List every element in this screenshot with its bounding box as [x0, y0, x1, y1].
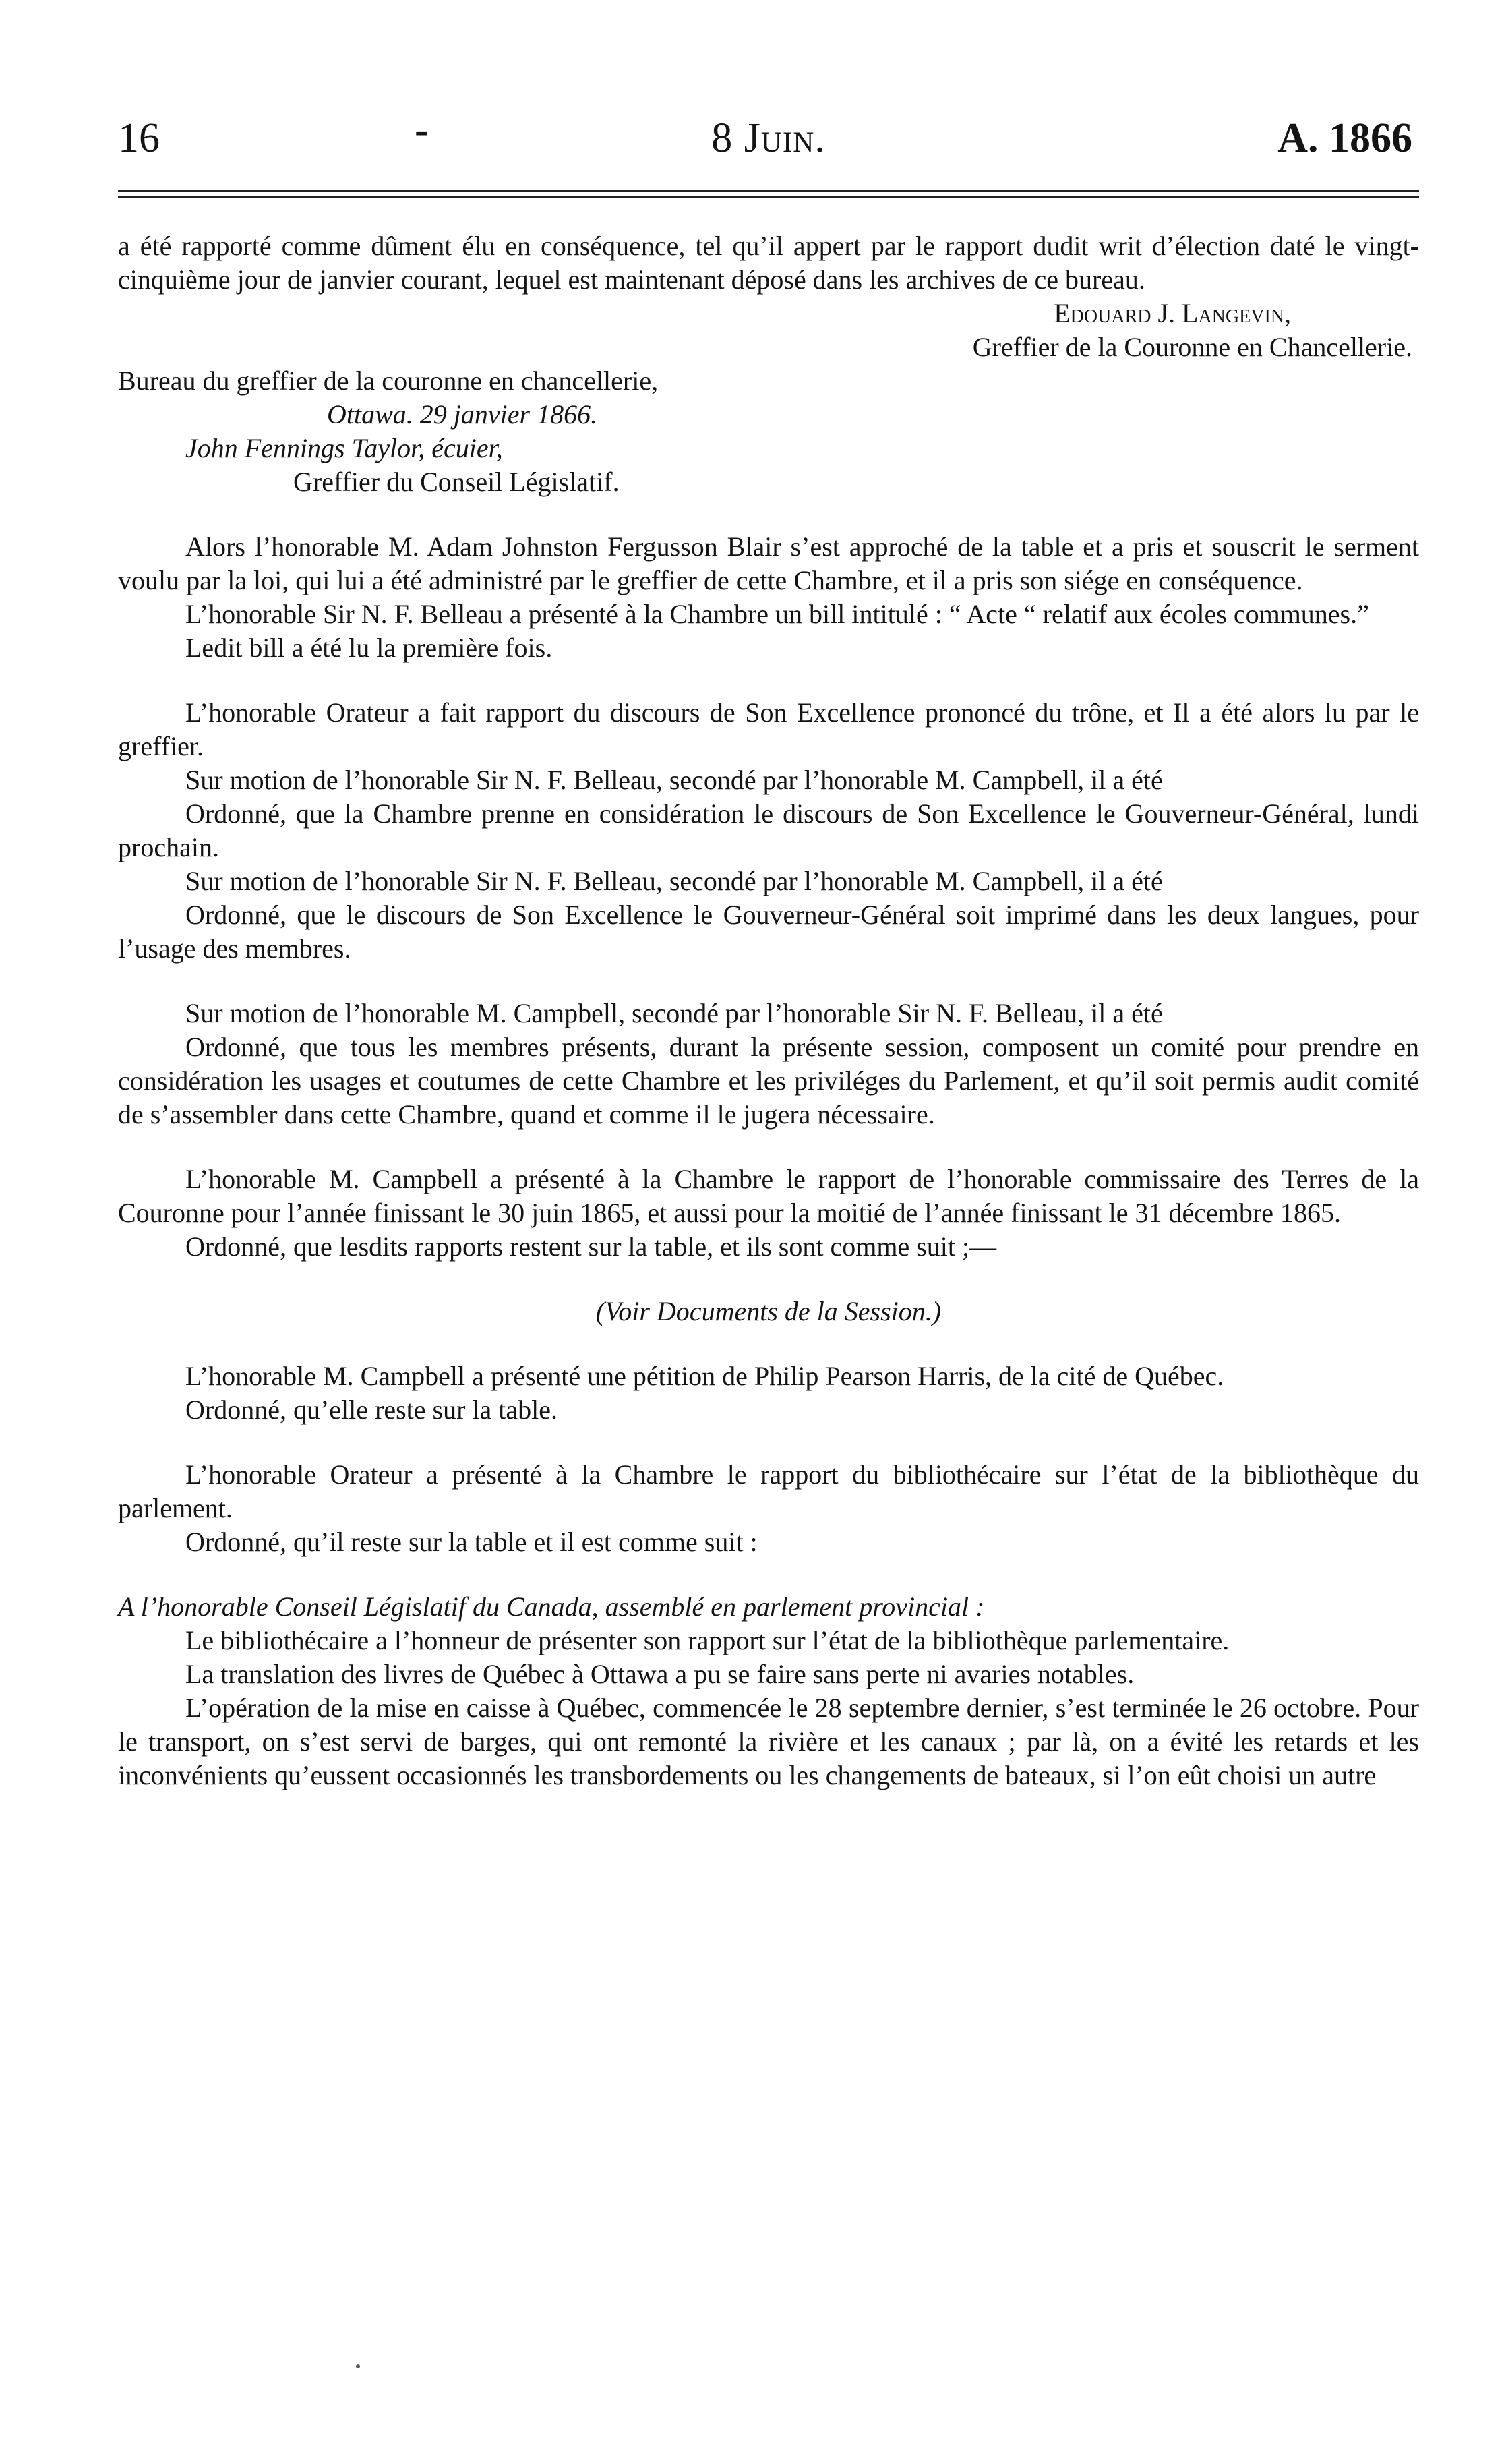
paragraph: Ledit bill a été lu la première fois.	[185, 633, 553, 663]
place-date-line: Ottawa. 29 janvier 1866.	[327, 399, 598, 430]
print-speck	[356, 2364, 360, 2368]
paragraph: L’honorable Sir N. F. Belleau a présenté à la Chambre un bill intitulé : “ Acte “ relatif aux écoles communes.”	[185, 599, 1369, 629]
paragraph: L’honorable M. Campbell a présenté une pétition de Philip Pearson Harris, de la cité de Québec.	[185, 1361, 1224, 1391]
paragraph: Ordonné, que le discours de Son Excellence le Gouverneur-Général soit imprimé dans les deux langues, pour l’usage des membres.	[118, 900, 1419, 964]
signature-title: Greffier de la Couronne en Chancellerie.	[972, 332, 1412, 362]
paragraph: Sur motion de l’honorable M. Campbell, secondé par l’honorable Sir N. F. Belleau, il a été	[185, 998, 1163, 1028]
documents-reference: (Voir Documents de la Session.)	[595, 1296, 942, 1326]
paragraph: L’opération de la mise en caisse à Québec, commencée le 28 septembre dernier, s’est terminée le 26 octobre. Pour le transport, on s’est servi de barges, qui ont remonté la rivière et les canaux ; par là, on a évité les retards et les inconvénients qu’eussent occasionnés les transbordements ou les changements de bateaux, si l’on eût choisi un autre	[118, 1693, 1419, 1790]
header-date: 8 Juin.	[711, 115, 826, 161]
page-body	[118, 229, 1419, 1792]
paragraph: L’honorable Orateur a fait rapport du discours de Son Excellence prononcé du trône, et Il a été alors lu par le greffier.	[118, 697, 1419, 761]
paragraph: Ordonné, qu’elle reste sur la table.	[185, 1395, 558, 1425]
paragraph: Ordonné, que tous les membres présents, durant la présente session, composent un comité pour prendre en considération les usages et coutumes de cette Chambre et les priviléges du Parlement, et qu’il soit permis audit comité de s’assembler dans cette Chambre, quand et comme il le jugera nécessaire.	[118, 1032, 1419, 1130]
addressee-title: Greffier du Conseil Législatif.	[293, 467, 620, 497]
paragraph: La translation des livres de Québec à Ottawa a pu se faire sans perte ni avaries notables.	[185, 1659, 1135, 1689]
header-year: A. 1866	[1277, 115, 1412, 161]
paragraph: Sur motion de l’honorable Sir N. F. Belleau, secondé par l’honorable M. Campbell, il a été	[185, 765, 1163, 795]
page-number: 16	[118, 115, 160, 161]
paragraph: Alors l’honorable M. Adam Johnston Fergusson Blair s’est approché de la table et a pris et souscrit le serment voulu par la loi, qui lui a été administré par le greffier de cette Chambre, et il a pris son siége en conséquence.	[118, 531, 1419, 595]
paragraph: Ordonné, que la Chambre prenne en considération le discours de Son Excellence le Gouverneur-Général, lundi prochain.	[118, 798, 1419, 862]
header-mark: -	[415, 107, 429, 153]
report-salutation: A l’honorable Conseil Législatif du Canada, assemblé en parlement provincial :	[118, 1591, 985, 1622]
header-rule-top	[118, 190, 1419, 192]
paragraph: Sur motion de l’honorable Sir N. F. Belleau, secondé par l’honorable M. Campbell, il a été	[185, 866, 1163, 896]
paragraph: Le bibliothécaire a l’honneur de présenter son rapport sur l’état de la bibliothèque parlementaire.	[185, 1625, 1230, 1655]
paragraph: L’honorable M. Campbell a présenté à la Chambre le rapport de l’honorable commissaire des Terres de la Couronne pour l’année finissant le 30 juin 1865, et aussi pour la moitié de l’année finissant le 31 décembre 1865.	[118, 1164, 1419, 1228]
header-rule-bottom	[118, 196, 1419, 198]
address-line: Bureau du greffier de la couronne en chancellerie,	[118, 365, 659, 396]
paragraph: L’honorable Orateur a présenté à la Chambre le rapport du bibliothécaire sur l’état de la bibliothèque du parlement.	[118, 1459, 1419, 1523]
signature-name: Edouard J. Langevin,	[1054, 298, 1291, 328]
paragraph: Ordonné, qu’il reste sur la table et il est comme suit :	[185, 1527, 758, 1557]
paragraph: a été rapporté comme dûment élu en conséquence, tel qu’il appert par le rapport dudit writ d’élection daté le vingt-cinquième jour de janvier courant, lequel est maintenant déposé dans les archives de ce bureau.	[118, 231, 1419, 295]
running-header	[118, 101, 1419, 169]
addressee-name: John Fennings Taylor, écuier,	[185, 433, 503, 463]
paragraph: Ordonné, que lesdits rapports restent sur la table, et ils sont comme suit ;—	[185, 1231, 997, 1262]
